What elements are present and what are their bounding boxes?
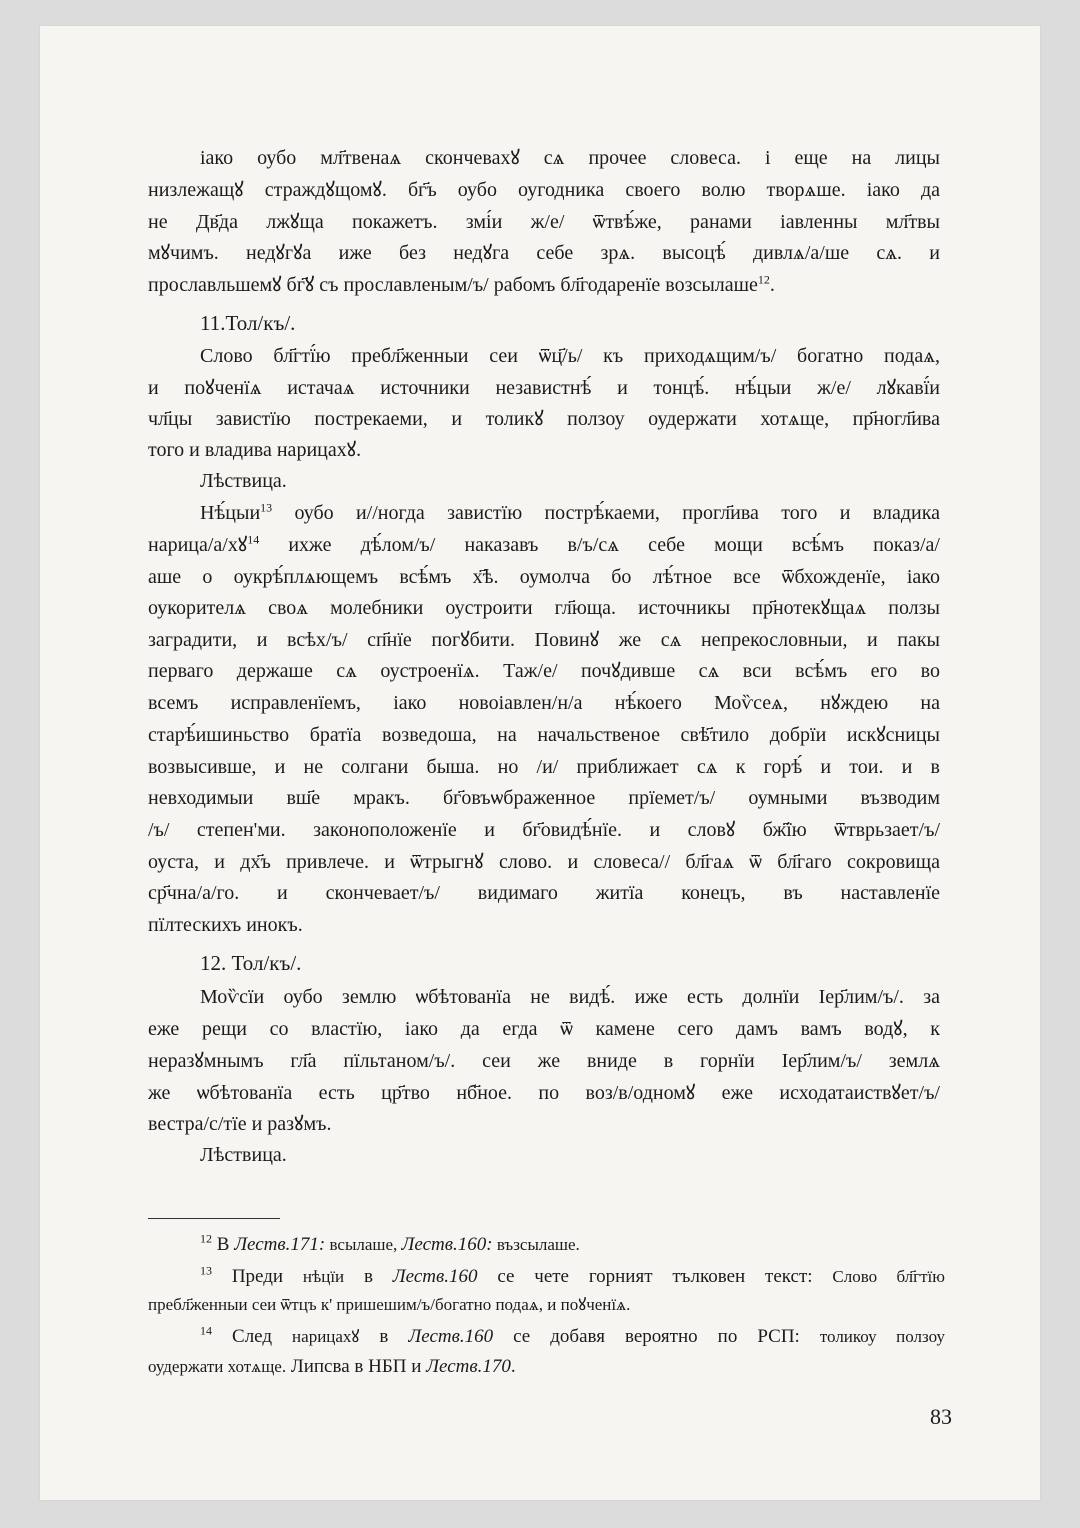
source-siglum: Леств.171: <box>234 1234 326 1255</box>
text-line: старѣ́ишиньство братїа возведоша, на начальственое свѣ҃тило добрїи искꙋсницы <box>148 724 940 746</box>
text-line: не Дв҃да лжꙋща покажетъ. змі́и ж/е/ ѿтвѣ́же, ранами іавленны мл҃твы <box>148 211 940 233</box>
footnote-text: След <box>212 1326 293 1347</box>
footnote-text: Липсва в НБП и <box>286 1356 427 1377</box>
footnote-text: . <box>510 1356 516 1377</box>
page-number: 83 <box>930 1404 952 1429</box>
footnote-separator <box>148 1218 280 1219</box>
text-segment: прославльшемꙋ бг҃ꙋ съ прославленым/ъ/ рабомъ бл҃годаренїе возсылаше <box>148 274 758 296</box>
text-line: неразꙋмнымъ гл҃а пїльтаном/ъ/. сеи же вниде в горнїи Іер҃лим/ъ/ землѧ <box>148 1050 940 1072</box>
footnote-text: се чете горният тълковен текст: <box>477 1266 833 1287</box>
variant-reading: нѣцїи <box>302 1267 345 1286</box>
source-siglum: Леств.160: <box>401 1234 493 1255</box>
variant-reading: пребл҃женныи сеи ѿтцъ к' пришешим/ъ/богатно подаѧ, и поꙋченїѧ. <box>148 1295 631 1314</box>
text-line: еже рещи со властїю, іако да егда ѿ камене сего дамъ вамъ водꙋ, к <box>148 1018 940 1040</box>
text-line: всемъ исправленїемъ, іако новоіавлен/н/а нѣ́коего Моѷсеѧ, нꙋждею на <box>148 692 940 714</box>
source-siglum: Леств.170 <box>426 1356 511 1377</box>
variant-reading: възсылаше. <box>492 1235 580 1254</box>
text-segment: . <box>769 274 775 296</box>
section-heading: 11.Тол/къ/. <box>200 311 296 335</box>
text-segment: ихже дѣ́лом/ъ/ наказавъ в/ъ/сѧ себе мощи всѣ́мъ показ/а/ <box>259 534 940 556</box>
footnote-mark: 13 <box>200 1263 212 1278</box>
footnote-text: в <box>344 1266 393 1287</box>
text-segment: нарица/а/хꙋ <box>148 534 248 556</box>
footnote-reference: 13 <box>260 500 273 515</box>
footnote-text: Преди <box>212 1266 303 1287</box>
footnote-mark: 14 <box>200 1323 212 1338</box>
text-line <box>148 529 940 561</box>
text-line <box>148 269 940 301</box>
source-siglum: Леств.160 <box>392 1266 478 1287</box>
text-line: низлежащꙋ страждꙋщомꙋ. бг҃ъ оубо оугодника своего волю творѧше. іако да <box>148 179 940 201</box>
variant-reading: оудержати хотѧще. <box>148 1357 287 1376</box>
footnote-14-continued <box>148 1353 940 1381</box>
source-siglum: Леств.160 <box>408 1326 494 1347</box>
text-line <box>200 497 940 529</box>
lestvica-heading: Лѣствица. <box>200 470 287 492</box>
text-line: того и владива нарицахꙋ. <box>148 439 362 461</box>
text-line: перваго держаше сѧ оустроенїѧ. Таж/е/ почꙋдивше сѧ вси всѣ́мъ его во <box>148 660 940 682</box>
text-line: Слово бл҃гтї́ю пребл҃женныи сеи ѿц҃/ь/ къ приходѧщим/ъ/ богатно подаѧ, <box>200 345 940 367</box>
footnote-14 <box>200 1323 945 1351</box>
text-line: аше о оукрѣ́плѧющемъ всѣ́мъ х҃ѣ. оумолча бо лѣ́тное все ѿбхожденїе, іако <box>148 566 940 588</box>
footnote-mark: 12 <box>200 1231 212 1246</box>
text-line: заградити, и всѣх/ъ/ сп҃нїе погꙋбити. Повинꙋ же сѧ непрекословныи, и пакы <box>148 629 940 651</box>
footnote-text: в <box>359 1326 409 1347</box>
text-line: /ъ/ степен'ми. законоположенїе и бг҃овидѣ́нїе. и словꙋ бж҃їю ѿтврьзает/ъ/ <box>148 819 940 841</box>
lestvica-heading: Лѣствица. <box>200 1144 287 1166</box>
text-line: невходимыи вш҃е мракъ. бг҃овъѡбраженное прїемет/ъ/ оумными възводим <box>148 787 940 809</box>
text-line: оуста, и дх҃ъ привлече. и ѿтрыгнꙋ слово. и словеса// бл҃гаѧ ѿ бл҃гаго сокровища <box>148 851 940 873</box>
text-line: и поꙋченїѧ истачаѧ источники независтнѣ́ и тонцѣ́. нѣ́цыи ж/е/ лꙋкавї́и <box>148 377 940 399</box>
variant-reading: всылаше, <box>325 1235 402 1254</box>
text-line: пїлтескихъ инокъ. <box>148 914 303 936</box>
variant-reading: толикоу ползоу <box>819 1327 945 1346</box>
text-line: же ѡбѣтованїа есть цр҃тво нб҃ное. по воз/в/одномꙋ еже исходатаиствꙋет/ъ/ <box>148 1082 940 1104</box>
text-line: іако оубо мл҃твенаѧ скончевахꙋ сѧ прочее словеса. і еще на лицы <box>200 147 940 169</box>
footnote-text: се добавя вероятно по РСП: <box>493 1326 820 1347</box>
text-line: возвысивше, и не солгани быша. но /и/ приближает сѧ к горѣ́ и тои. и в <box>148 756 940 778</box>
text-line: ср҃чна/а/го. и скончевает/ъ/ видимаго житїа конецъ, въ наставленїе <box>148 882 940 904</box>
section-heading: 12. Тол/къ/. <box>200 951 302 975</box>
footnote-reference: 12 <box>757 272 770 287</box>
text-segment: Нѣ́цыи <box>200 502 261 524</box>
footnote-13-continued <box>148 1291 940 1319</box>
variant-reading: нарицахꙋ <box>292 1327 360 1346</box>
text-line: Моѷсїи оубо землю ѡбѣтованїа не видѣ́. иже есть долнїи Іер҃лим/ъ/. за <box>200 986 940 1008</box>
text-line: чл҃цы завистїю пострекаеми, и толикꙋ ползоу оудержати хотѧще, пр҃ногл҃ива <box>148 408 940 430</box>
footnote-13 <box>200 1263 945 1291</box>
text-line: вестра/с/тїе и разꙋмъ. <box>148 1113 332 1135</box>
text-segment: оубо и//ногда завистїю пострѣ́каеми, прогл҃ива того и владика <box>272 502 940 524</box>
text-line: мꙋчимъ. недꙋгꙋа иже без недꙋга себе зрѧ. высоцѣ́ дивлѧ/а/ше сѧ. и <box>148 242 940 264</box>
text-line: оукорителѧ своѧ молебники оустроити гл҃юща. источникы пр҃нотекꙋщаѧ ползы <box>148 597 940 619</box>
variant-reading: Слово бл҃гтїю <box>832 1267 945 1286</box>
footnote-text: В <box>212 1234 235 1255</box>
footnote-reference: 14 <box>247 532 260 547</box>
footnote-12 <box>200 1231 945 1259</box>
